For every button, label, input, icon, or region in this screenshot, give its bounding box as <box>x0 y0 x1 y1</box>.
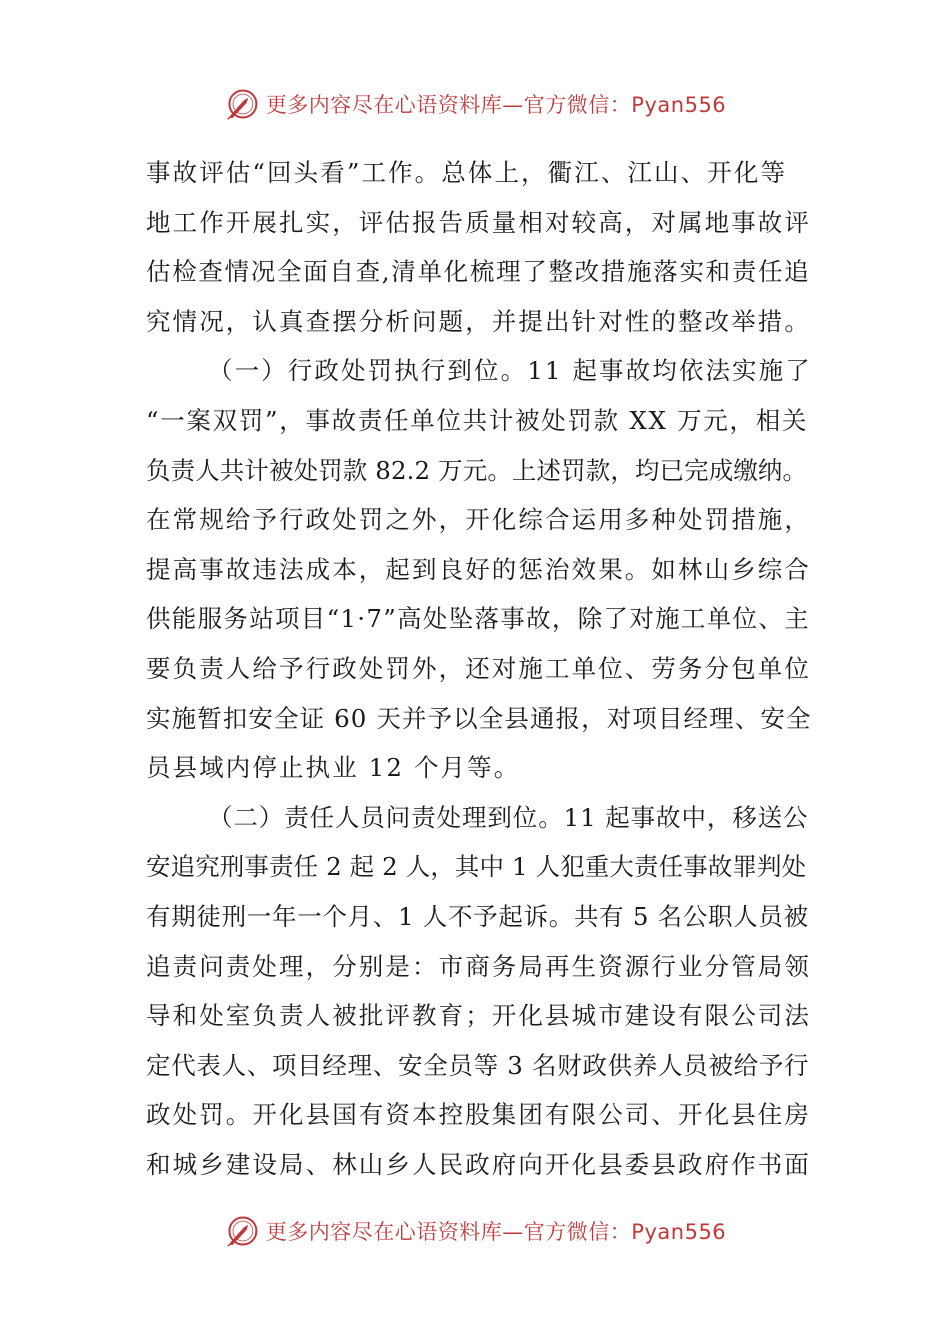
text-line: 在常规给予行政处罚之外，开化综合运用多种处罚措施， <box>146 505 811 535</box>
text-line: （二）责任人员问责处理到位。11 起事故中，移送公 <box>208 802 809 832</box>
watermark-text: 更多内容尽在心语资料库—官方微信：Pyan556 <box>265 1220 727 1244</box>
pen-logo-icon <box>224 1213 260 1249</box>
text-line: 有期徒刑一年一个月、1 人不予起诉。共有 5 名公职人员被 <box>146 901 809 931</box>
text-line: 导和处室负责人被批评教育；开化县城市建设有限公司法 <box>146 1001 811 1031</box>
text-line: “一案双罚”，事故责任单位共计被处罚款 XX 万元，相关 <box>146 405 809 435</box>
document-body <box>146 148 812 1189</box>
text-line: 提高事故违法成本，起到良好的惩治效果。如林山乡综合 <box>146 554 811 584</box>
text-line: 员县域内停止执业 12 个月等。 <box>146 753 521 783</box>
text-line: （一）行政处罚执行到位。11 起事故均依法实施了 <box>208 356 812 386</box>
footer-watermark <box>0 1211 950 1251</box>
watermark-text: 更多内容尽在心语资料库—官方微信：Pyan556 <box>265 93 727 117</box>
text-line: 究情况，认真查摆分析问题，并提出针对性的整改举措。 <box>146 306 811 336</box>
text-line: 定代表人、项目经理、安全员等 3 名财政供养人员被给予行 <box>146 1050 810 1080</box>
text-line: 安追究刑事责任 2 起 2 人，其中 1 人犯重大责任事故罪判处 <box>146 852 807 882</box>
text-line: 要负责人给予行政处罚外，还对施工单位、劳务分包单位 <box>146 653 811 683</box>
text-line: 和城乡建设局、林山乡人民政府向开化县委县政府作书面 <box>146 1149 811 1179</box>
text-line: 负责人共计被处罚款 82.2 万元。上述罚款，均已完成缴纳。 <box>146 455 808 485</box>
text-line: 估检查情况全面自查,清单化梳理了整改措施落实和责任追 <box>146 257 811 287</box>
text-line: 追责问责处理，分别是：市商务局再生资源行业分管局领 <box>146 951 811 981</box>
text-line: 实施暂扣安全证 60 天并予以全县通报，对项目经理、安全 <box>146 703 812 733</box>
text-line: 供能服务站项目“1·7”高处坠落事故，除了对施工单位、主 <box>146 604 810 634</box>
header-watermark <box>0 84 950 124</box>
text-line: 政处罚。开化县国有资本控股集团有限公司、开化县住房 <box>146 1100 811 1130</box>
text-line: 事故评估“回头看”工作。总体上，衢江、江山、开化等 <box>146 158 788 187</box>
pen-logo-icon <box>224 86 260 122</box>
text-line: 地工作开展扎实，评估报告质量相对较高，对属地事故评 <box>146 207 811 237</box>
